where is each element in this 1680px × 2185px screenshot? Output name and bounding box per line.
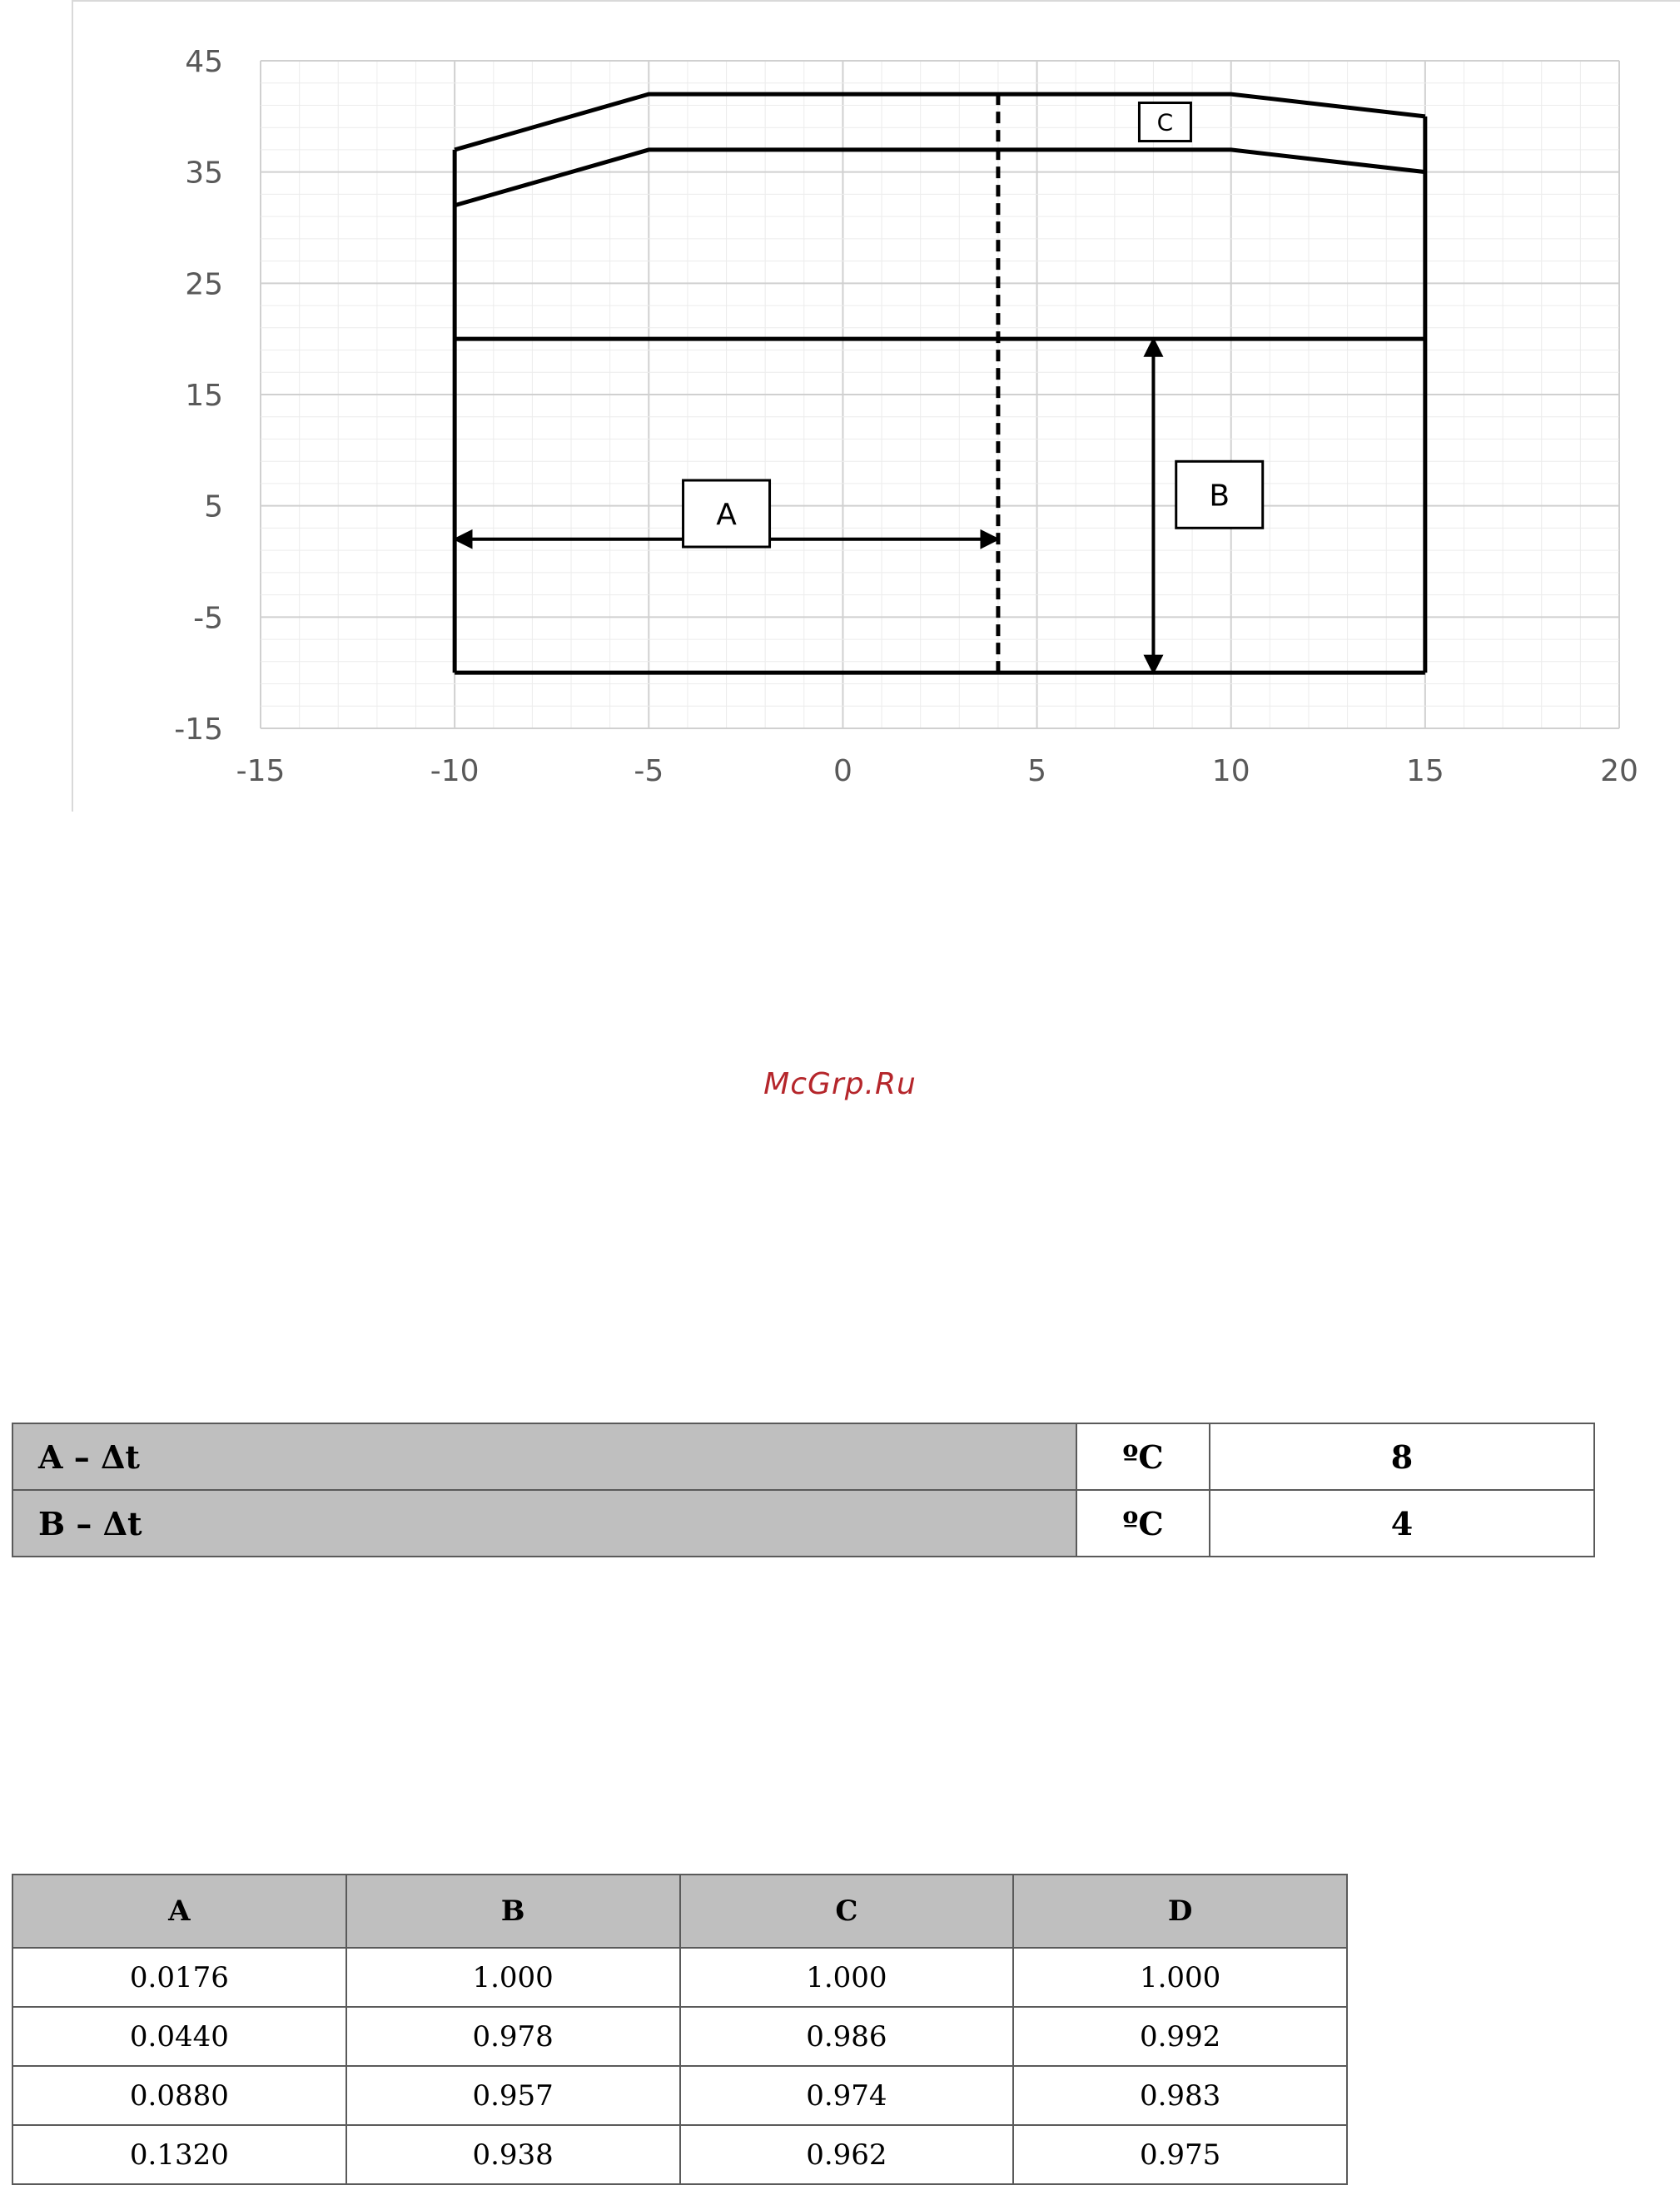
y-tick-label: 35 (185, 156, 223, 191)
table-cell: 0.974 (680, 2066, 1014, 2125)
value-cell: 4 (1210, 1490, 1594, 1557)
table-row (12, 2125, 1347, 2184)
table-cell: 0.992 (1013, 2007, 1347, 2066)
table-row (12, 2066, 1347, 2125)
x-tick-label: 15 (1405, 754, 1444, 788)
param-cell: A – Δt (12, 1423, 1076, 1490)
chart-annotations (455, 103, 1263, 673)
param-cell: B – Δt (12, 1490, 1076, 1557)
watermark: McGrp.Ru (763, 1067, 917, 1101)
chart-grid (261, 61, 1619, 728)
y-tick-label: 25 (185, 267, 223, 302)
column-header-c: C (680, 1875, 1014, 1948)
table-cell: 0.986 (680, 2007, 1014, 2066)
y-tick-label: -15 (174, 713, 223, 747)
table-cell: 0.962 (680, 2125, 1014, 2184)
table-row (12, 2007, 1347, 2066)
y-tick-label: 15 (185, 379, 223, 413)
column-header-d: D (1013, 1875, 1347, 1948)
table-cell: 0.983 (1013, 2066, 1347, 2125)
chart (0, 0, 1680, 816)
y-tick-label: 5 (204, 489, 223, 524)
table-cell: 0.938 (346, 2125, 680, 2184)
x-tick-label: -5 (634, 754, 664, 788)
table-cell: 0.1320 (12, 2125, 346, 2184)
annotation-label-b: B (1209, 479, 1230, 514)
unit-cell: ºC (1076, 1423, 1210, 1490)
table-cell: 0.0880 (12, 2066, 346, 2125)
table-cell: 0.978 (346, 2007, 680, 2066)
table-cell: 1.000 (346, 1948, 680, 2007)
table-row (12, 1490, 1594, 1557)
unit-cell: ºC (1076, 1490, 1210, 1557)
x-tick-label: 5 (1027, 754, 1047, 788)
series-line (455, 150, 1425, 206)
x-tick-label: 20 (1600, 754, 1638, 788)
series-line (455, 94, 1425, 150)
y-tick-label: 45 (185, 45, 223, 79)
y-tick-label: -5 (193, 601, 223, 636)
chart-series (455, 94, 1425, 673)
column-header-b: B (346, 1875, 680, 1948)
table-cell: 0.975 (1013, 2125, 1347, 2184)
table-cell: 1.000 (680, 1948, 1014, 2007)
table-cell: 0.0176 (12, 1948, 346, 2007)
x-tick-label: 10 (1211, 754, 1250, 788)
table-cell: 0.957 (346, 2066, 680, 2125)
annotation-label-a: A (716, 498, 737, 533)
column-header-a: A (12, 1875, 346, 1948)
table-row (12, 1423, 1594, 1490)
correction-factor-table (12, 1874, 1348, 2185)
annotation-label-c: C (1156, 108, 1174, 137)
x-tick-label: -10 (430, 754, 480, 788)
x-tick-label: 0 (833, 754, 852, 788)
value-cell: 8 (1210, 1423, 1594, 1490)
delta-t-table (12, 1423, 1595, 1557)
table-header-row (12, 1875, 1347, 1948)
table-cell: 0.0440 (12, 2007, 346, 2066)
x-tick-label: -15 (236, 754, 286, 788)
table-row (12, 1948, 1347, 2007)
table-cell: 1.000 (1013, 1948, 1347, 2007)
